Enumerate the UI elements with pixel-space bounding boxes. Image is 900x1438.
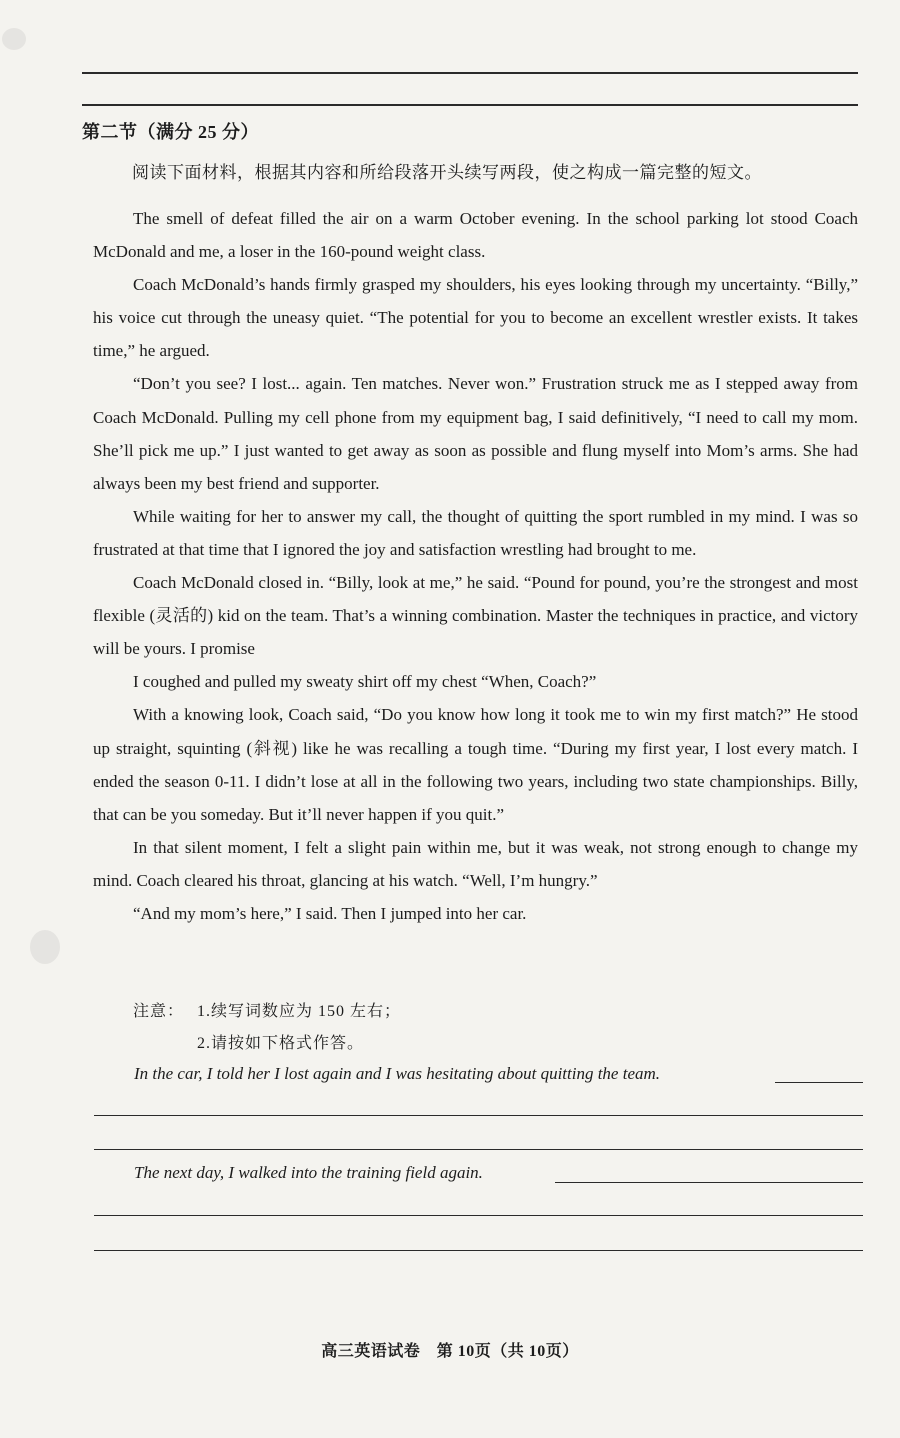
passage-paragraph: With a knowing look, Coach said, “Do you know how long it took me to win my first match?” He stood up straight, squinting (斜视) like he was recalling a tough time. “During my first year, I lost every match. I ended the season 0-11. I didn’t lose at all in the following two years, including two state championships. Billy, that can be you someday. But it’ll never happen if you quit.” [93, 705, 858, 824]
top-rule [82, 72, 858, 74]
section-instructions: 阅读下面材料，根据其内容和所给段落开头续写两段，使之构成一篇完整的短文。 [132, 163, 762, 182]
reading-passage [93, 202, 858, 930]
passage-paragraph: “And my mom’s here,” I said. Then I jumped into her car. [133, 903, 527, 923]
notes-item-1: 1.续写词数应为 150 左右； [197, 1003, 402, 1020]
notes-item-2: 2.请按如下格式作答。 [197, 1035, 365, 1052]
answer-line[interactable] [94, 1115, 863, 1116]
section-title: 第二节（满分 25 分） [82, 122, 259, 142]
answer-line[interactable] [94, 1215, 863, 1216]
answer-line[interactable] [94, 1250, 863, 1251]
answer-line[interactable] [775, 1082, 863, 1083]
notes-label: 注意： [133, 1003, 185, 1020]
answer-line[interactable] [94, 1149, 863, 1150]
answer-line[interactable] [555, 1182, 863, 1183]
passage-paragraph: While waiting for her to answer my call, the thought of quitting the sport rumbled in my mind. I was so frustrated at that time that I ignored the joy and satisfaction wrestling had brought to me. [93, 506, 858, 559]
passage-paragraph: The smell of defeat filled the air on a warm October evening. In the school parking lot stood Coach McDonald and me, a loser in the 160-pound weight class. [93, 209, 858, 262]
passage-paragraph: Coach McDonald’s hands firmly grasped my shoulders, his eyes looking through my uncertainty. “Billy,” his voice cut through the uneasy quiet. “The potential for you to become an excellent wrestler exists. It takes time,” he argued. [93, 275, 858, 361]
scan-smudge [30, 930, 60, 964]
page-footer: 高三英语试卷 第 10页（共 10页） [321, 1343, 579, 1360]
continuation-prompt-1: In the car, I told her I lost again and I was hesitating about quitting the team. [134, 1064, 661, 1083]
passage-paragraph: “Don’t you see? I lost... again. Ten matches. Never won.” Frustration struck me as I stepped away from Coach McDonald. Pulling my cell phone from my equipment bag, I said definitively, “I need to call my mom. She’ll pick me up.” I just wanted to get away as soon as possible and flung myself into Mom’s arms. She had always been my best friend and supporter. [93, 374, 858, 493]
scan-smudge [2, 28, 26, 50]
passage-paragraph: Coach McDonald closed in. “Billy, look at me,” he said. “Pound for pound, you’re the strongest and most flexible (灵活的) kid on the team. That’s a winning combination. Master the techniques in practice, and victory will be yours. I promise [93, 573, 858, 659]
continuation-prompt-2: The next day, I walked into the training field again. [134, 1163, 483, 1182]
top-rule [82, 104, 858, 106]
passage-paragraph: In that silent moment, I felt a slight pain within me, but it was weak, not strong enough to change my mind. Coach cleared his throat, glancing at his watch. “Well, I’m hungry.” [93, 837, 858, 890]
passage-paragraph: I coughed and pulled my sweaty shirt off my chest “When, Coach?” [133, 672, 597, 692]
